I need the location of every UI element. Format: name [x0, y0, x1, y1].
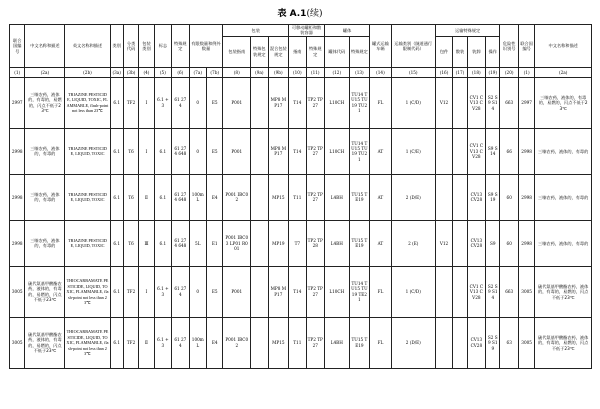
header-special-package: 包件	[435, 36, 452, 67]
cell-un-number-right: 3005	[518, 317, 534, 368]
cell-cn-name-right: 三嗪农药，液体的，有毒的	[535, 174, 592, 220]
cell-special-packing	[251, 174, 268, 220]
cell-transport-category: 2 (D/E)	[391, 174, 435, 220]
table-row	[10, 174, 592, 220]
cell-un-number-right: 2997	[518, 77, 534, 128]
cell-tank-vehicle: AT	[370, 220, 392, 266]
column-number: (10)	[289, 67, 306, 77]
header-hazard-id: 危险性识别号	[500, 25, 518, 68]
cell-special-bulk	[453, 77, 467, 128]
cell-mixed-packing: MP8 MP17	[268, 77, 289, 128]
header-special-packing: 特殊包装规定	[251, 36, 268, 67]
cell-excepted-quantity: E4	[206, 174, 222, 220]
cell-packing-group: Ⅰ	[139, 77, 154, 128]
header-group-packing: 包装	[223, 25, 289, 37]
cell-limited-quantity: 100mL	[189, 174, 206, 220]
column-number: (5)	[154, 67, 171, 77]
dangerous-goods-table	[9, 24, 592, 369]
cell-hazard-id: 60	[500, 174, 518, 220]
cell-packing-instruction: P001 IBC03 LP01 R001	[223, 220, 251, 266]
table-row	[10, 128, 592, 174]
cell-special-loading: CV13 CV28	[467, 174, 485, 220]
cell-cn-name: 硫代氨基甲酸酯农药，液体的，有毒的，易燃的，闪点不低于23℃	[25, 266, 65, 317]
cell-packing-instruction: P001	[223, 266, 251, 317]
column-number: (17)	[453, 67, 467, 77]
cell-special-package	[435, 266, 452, 317]
table-row	[10, 266, 592, 317]
cell-excepted-quantity: E5	[206, 128, 222, 174]
cell-special-operation: S9 S19	[486, 174, 500, 220]
cell-cn-name: 三嗪农药，液体的，有毒的	[25, 128, 65, 174]
cell-un-number: 2998	[10, 220, 25, 266]
cell-hazard-id: 60	[500, 220, 518, 266]
cell-packing-instruction: P001	[223, 128, 251, 174]
cell-un-number: 2998	[10, 128, 25, 174]
cell-transport-category: 2 (D/E)	[391, 317, 435, 368]
table-body	[10, 77, 592, 368]
header-tank-code: 罐体代码	[325, 36, 350, 67]
cell-tank-vehicle: AT	[370, 128, 392, 174]
cell-special-operation: S9	[486, 220, 500, 266]
cell-un-number-right: 2998	[518, 220, 534, 266]
cell-transport-category: 1 (C/E)	[391, 128, 435, 174]
cell-special-packing	[251, 220, 268, 266]
cell-vehicle-special: TU14 TU15 TU19 TU21	[349, 77, 370, 128]
table-title-suffix: (续)	[306, 9, 323, 19]
cell-un-number-right: 3005	[518, 266, 534, 317]
column-number-row	[10, 67, 592, 77]
cell-tank-vehicle: FL	[370, 266, 392, 317]
cell-special-operation: S2 S9 S19	[486, 317, 500, 368]
column-number: (9a)	[251, 67, 268, 77]
header-transport-category: 运输类别（隧道通行限制代码）	[391, 25, 435, 68]
cell-special-loading: CV13 CV28	[467, 317, 485, 368]
cell-tank-code: L4BH	[325, 220, 350, 266]
cell-en-name: THIOCARBAMATE PESTICIDE, LIQUID, TOXIC, FLAMMABLE, flash-point not less than 23℃	[65, 266, 110, 317]
header-mixed-packing: 混合包装规定	[268, 36, 289, 67]
cell-label: 6.1	[154, 128, 171, 174]
column-number: (15)	[391, 67, 435, 77]
cell-class: 6.1	[110, 77, 123, 128]
cell-mixed-packing: MP15	[268, 317, 289, 368]
column-number: (12)	[325, 67, 350, 77]
header-tank-instructions: 指南	[289, 36, 306, 67]
column-number: (16)	[435, 67, 452, 77]
cell-limited-quantity: 0	[189, 128, 206, 174]
column-number: (6)	[172, 67, 189, 77]
column-number: (14)	[370, 67, 392, 77]
cell-vehicle-special: TU15 TE19	[349, 317, 370, 368]
header-group-vehicle: 罐体	[325, 25, 370, 37]
cell-class: 6.1	[110, 128, 123, 174]
cell-special-packing	[251, 77, 268, 128]
cell-tank-instruction: T11	[289, 174, 306, 220]
cell-hazard-id: 63	[500, 317, 518, 368]
column-number: (1)	[10, 67, 25, 77]
cell-mixed-packing: MP19	[268, 220, 289, 266]
cell-transport-category: 2 (E)	[391, 220, 435, 266]
cell-special-operation: S2 S9 S14	[486, 266, 500, 317]
column-number: (20)	[500, 67, 518, 77]
cell-cn-name-right: 三嗪农药，液体的，有毒的	[535, 128, 592, 174]
cell-special-operation: S2 S9 S14	[486, 77, 500, 128]
cell-tank-code: L4BH	[325, 317, 350, 368]
cell-class: 6.1	[110, 266, 123, 317]
cell-cn-name: 硫代氨基甲酸酯农药，液体的，有毒的，易燃的，闪点不低于23℃	[25, 317, 65, 368]
cell-tank-code: L4BH	[325, 174, 350, 220]
header-un-number-right: 联合国编号	[518, 25, 534, 68]
cell-tank-code: L10CH	[325, 266, 350, 317]
cell-tank-special: TP2 TP28	[306, 220, 324, 266]
cell-special-bulk	[453, 266, 467, 317]
header-un-number: 联合国编号	[10, 25, 25, 68]
cell-special-package	[435, 174, 452, 220]
cell-excepted-quantity: E5	[206, 266, 222, 317]
cell-transport-category: 1 (C/D)	[391, 266, 435, 317]
cell-tank-special: TP2 TP27	[306, 266, 324, 317]
cell-label: 6.1	[154, 174, 171, 220]
cell-un-number: 2998	[10, 174, 25, 220]
cell-tank-special: TP2 TP27	[306, 128, 324, 174]
column-number: (11)	[306, 67, 324, 77]
cell-packing-instruction: P001	[223, 77, 251, 128]
cell-un-number: 2997	[10, 77, 25, 128]
column-number: (1)	[518, 67, 534, 77]
cell-tank-instruction: T14	[289, 266, 306, 317]
cell-tank-instruction: T11	[289, 317, 306, 368]
cell-special-provisions: 61 274	[172, 266, 189, 317]
column-number: (13)	[349, 67, 370, 77]
cell-tank-special: TP2 TP27	[306, 77, 324, 128]
cell-label: 6.1 + 3	[154, 317, 171, 368]
cell-class-code: TF2	[123, 266, 138, 317]
cell-cn-name: 三嗪农药，液体的，有毒的	[25, 174, 65, 220]
cell-cn-name-right: 硫代氨基甲酸酯农药，液体的，有毒的，易燃的，闪点不低于23℃	[535, 317, 592, 368]
header-class-code: 分类代码	[123, 25, 138, 68]
cell-class: 6.1	[110, 317, 123, 368]
header-special-bulk: 散装	[453, 36, 467, 67]
column-number: (2a)	[25, 67, 65, 77]
header-class: 类别	[110, 25, 123, 68]
cell-mixed-packing: MP15	[268, 174, 289, 220]
header-limited-quantities: 有限数量和例外数量	[189, 25, 223, 68]
cell-class-code: TF2	[123, 77, 138, 128]
column-number: (4)	[139, 67, 154, 77]
cell-tank-vehicle: FL	[370, 77, 392, 128]
cell-mixed-packing: MP8 MP17	[268, 128, 289, 174]
cell-excepted-quantity: E1	[206, 220, 222, 266]
header-packing-instructions: 包装指南	[223, 36, 251, 67]
cell-excepted-quantity: E5	[206, 77, 222, 128]
cell-special-package	[435, 128, 452, 174]
cell-cn-name-right: 三嗪农药，液体的，有毒的，易燃的，闪点不低于23℃	[535, 77, 592, 128]
cell-limited-quantity: 0	[189, 77, 206, 128]
table-row	[10, 77, 592, 128]
cell-vehicle-special: TU14 TU15 TU19 TU21	[349, 128, 370, 174]
cell-special-packing	[251, 266, 268, 317]
table-title	[0, 6, 600, 19]
cell-transport-category: 1 (C/D)	[391, 77, 435, 128]
cell-tank-instruction: T7	[289, 220, 306, 266]
table-title-label: 表 A.1	[277, 9, 307, 19]
column-number: (19)	[486, 67, 500, 77]
cell-special-provisions: 61 274 648	[172, 174, 189, 220]
cell-en-name: TRIAZINE PESTICIDE, LIQUID, TOXIC	[65, 220, 110, 266]
cell-special-loading: CV13 CV28	[467, 220, 485, 266]
cell-cn-name: 三嗪农药，液体的，有毒的	[25, 220, 65, 266]
cell-packing-group: Ⅰ	[139, 266, 154, 317]
cell-un-number-right: 2998	[518, 174, 534, 220]
column-number: (9b)	[268, 67, 289, 77]
cell-packing-group: Ⅱ	[139, 174, 154, 220]
cell-en-name: TRIAZINE PESTICIDE, LIQUID, TOXIC, FLAMMABLE, flash-point not less than 23℃	[65, 77, 110, 128]
column-number: (8)	[223, 67, 251, 77]
cell-mixed-packing: MP8 MP17	[268, 266, 289, 317]
cell-packing-instruction: P001 IBC02	[223, 317, 251, 368]
cell-en-name: TRIAZINE PESTICIDE, LIQUID, TOXIC	[65, 174, 110, 220]
cell-class-code: TF2	[123, 317, 138, 368]
cell-class: 6.1	[110, 174, 123, 220]
cell-special-provisions: 61 274 648	[172, 220, 189, 266]
column-number: (3b)	[123, 67, 138, 77]
header-group-tank: 可移动罐柜和散装容器	[289, 25, 325, 37]
cell-tank-vehicle: AT	[370, 174, 392, 220]
cell-packing-group: Ⅰ	[139, 128, 154, 174]
column-number: (2a)	[535, 67, 592, 77]
cell-special-loading: CV1 CV13 CV28	[467, 128, 485, 174]
cell-label: 6.1	[154, 220, 171, 266]
cell-packing-group: Ⅱ	[139, 317, 154, 368]
cell-label: 6.1 + 3	[154, 266, 171, 317]
cell-excepted-quantity: E4	[206, 317, 222, 368]
cell-special-package: V12	[435, 77, 452, 128]
cell-cn-name: 三嗪农药，液体的，有毒的，易燃的，闪点不低于23℃	[25, 77, 65, 128]
table-row	[10, 317, 592, 368]
header-vehicle-special: 特殊规定	[349, 36, 370, 67]
cell-special-provisions: 61 274	[172, 317, 189, 368]
cell-vehicle-special: TU15 TE19	[349, 174, 370, 220]
cell-special-package: V12	[435, 220, 452, 266]
header-special-provisions: 特殊规定	[172, 25, 189, 68]
column-number: (7b)	[206, 67, 222, 77]
cell-en-name: TRIAZINE PESTICIDE, LIQUID, TOXIC	[65, 128, 110, 174]
cell-limited-quantity: 5L	[189, 220, 206, 266]
cell-special-bulk	[453, 220, 467, 266]
cell-tank-instruction: T14	[289, 77, 306, 128]
cell-tank-code: L10CH	[325, 77, 350, 128]
cell-cn-name-right: 三嗪农药，液体的，有毒的	[535, 220, 592, 266]
cell-special-packing	[251, 317, 268, 368]
cell-class-code: T6	[123, 220, 138, 266]
cell-limited-quantity: 0	[189, 266, 206, 317]
header-en-name: 英文名称和描述	[65, 25, 110, 68]
cell-tank-special: TP2 TP27	[306, 317, 324, 368]
cell-tank-code: L10CH	[325, 128, 350, 174]
header-cn-name-right: 中文名称和描述	[535, 25, 592, 68]
cell-cn-name-right: 硫代氨基甲酸酯农药，液体的，有毒的，易燃的，闪点不低于23℃	[535, 266, 592, 317]
header-label: 标志	[154, 25, 171, 68]
cell-en-name: THIOCARBAMATE PESTICIDE, LIQUID, TOXIC, FLAMMABLE, flash-point not less than 23℃	[65, 317, 110, 368]
cell-special-provisions: 61 274 648	[172, 128, 189, 174]
header-group-special: 运输特殊规定	[435, 25, 500, 37]
header-packing-group: 包装类别	[139, 25, 154, 68]
cell-label: 6.1 + 3	[154, 77, 171, 128]
cell-vehicle-special: TU14 TU15 TU19 TE21	[349, 266, 370, 317]
header-tank-vehicle: 罐式运输车辆	[370, 25, 392, 68]
header-special-operation: 操作	[486, 36, 500, 67]
cell-class-code: T6	[123, 174, 138, 220]
cell-tank-vehicle: FL	[370, 317, 392, 368]
cell-packing-instruction: P001 IBC02	[223, 174, 251, 220]
cell-packing-group: Ⅲ	[139, 220, 154, 266]
header-cn-name: 中文名称和描述	[25, 25, 65, 68]
cell-un-number-right: 2998	[518, 128, 534, 174]
cell-special-loading: CV1 CV13 CV28	[467, 266, 485, 317]
cell-un-number: 3005	[10, 317, 25, 368]
column-number: (7a)	[189, 67, 206, 77]
table-row	[10, 220, 592, 266]
header-tank-special: 特殊规定	[306, 36, 324, 67]
cell-hazard-id: 663	[500, 77, 518, 128]
cell-special-package	[435, 317, 452, 368]
cell-special-packing	[251, 128, 268, 174]
cell-special-bulk	[453, 128, 467, 174]
header-special-loading: 装卸	[467, 36, 485, 67]
cell-un-number: 3005	[10, 266, 25, 317]
cell-class-code: T6	[123, 128, 138, 174]
cell-class: 6.1	[110, 220, 123, 266]
column-number: (2b)	[65, 67, 110, 77]
cell-special-operation: S9 S14	[486, 128, 500, 174]
column-number: (18)	[467, 67, 485, 77]
cell-hazard-id: 663	[500, 266, 518, 317]
cell-hazard-id: 66	[500, 128, 518, 174]
cell-special-bulk	[453, 174, 467, 220]
cell-special-bulk	[453, 317, 467, 368]
cell-tank-instruction: T14	[289, 128, 306, 174]
cell-limited-quantity: 100mL	[189, 317, 206, 368]
column-number: (3a)	[110, 67, 123, 77]
cell-vehicle-special: TU15 TE19	[349, 220, 370, 266]
cell-tank-special: TP2 TP27	[306, 174, 324, 220]
cell-special-loading: CV1 CV13 CV28	[467, 77, 485, 128]
cell-special-provisions: 61 274	[172, 77, 189, 128]
